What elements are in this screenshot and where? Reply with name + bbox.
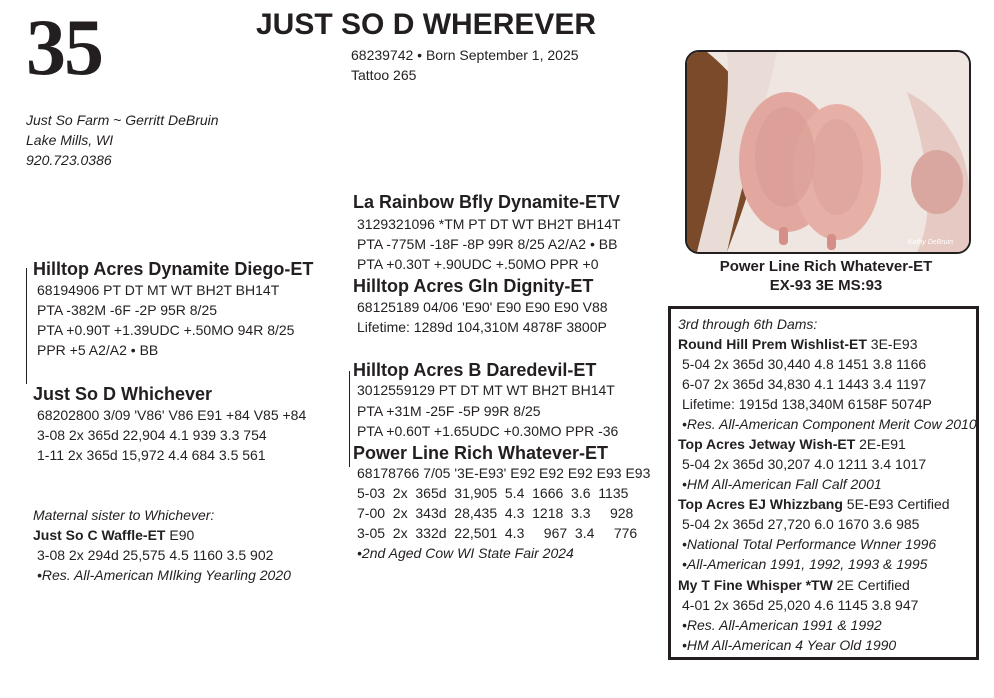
- dam-line: 68202800 3/09 'V86' V86 E91 +84 V85 +84: [37, 407, 307, 423]
- sire-dam-line: Lifetime: 1289d 104,310M 4878F 3800P: [357, 319, 607, 335]
- dam-6-score: 2E Certified: [832, 577, 910, 593]
- sire-dam-name: Hilltop Acres Gln Dignity-ET: [353, 276, 594, 296]
- photo-caption-name: Power Line Rich Whatever-ET: [719, 258, 933, 275]
- dam-5-score: 5E-E93 Certified: [842, 496, 950, 512]
- cow-photo: [685, 50, 971, 254]
- registration-line: 68239742 • Born September 1, 2025: [351, 47, 579, 63]
- lot-number: 35: [26, 4, 102, 92]
- photo-caption-score: EX-93 3E MS:93: [769, 277, 883, 294]
- photo-caption: [669, 257, 983, 295]
- sire-sire-line: PTA +0.30T +.90UDC +.50MO PPR +0: [357, 256, 599, 272]
- maternal-sister-heading: Maternal sister to Whichever:: [33, 507, 215, 523]
- dam-3-name: Round Hill Prem Wishlist-ET: [678, 336, 867, 352]
- dams-box-heading: 3rd through 6th Dams:: [678, 316, 818, 332]
- dam-6-title: [678, 575, 910, 596]
- sire-line: PTA +0.90T +1.39UDC +.50MO 94R 8/25: [37, 322, 295, 338]
- dam-3-record: Lifetime: 1915d 138,340M 6158F 5074P: [682, 396, 932, 412]
- consignor-location: Lake Mills, WI: [26, 132, 114, 148]
- consignor-phone: 920.723.0386: [26, 152, 112, 168]
- dam-name: Just So D Whichever: [33, 384, 213, 404]
- udder-illustration: [687, 52, 969, 252]
- sire-sire-line: 3129321096 *TM PT DT WT BH2T BH14T: [357, 216, 621, 232]
- maternal-sister-score: E90: [165, 527, 195, 543]
- tattoo-line: Tattoo 265: [351, 67, 417, 83]
- dam-sire-line: PTA +0.60T +1.65UDC +0.30MO PPR -36: [357, 423, 619, 439]
- dam-3-record: 5-04 2x 365d 30,440 4.8 1451 3.8 1166: [682, 356, 927, 372]
- dam-dam-line: 68178766 7/05 '3E-E93' E92 E92 E92 E93 E93: [357, 465, 651, 481]
- dam-4-record: 5-04 2x 365d 30,207 4.0 1211 3.4 1017: [682, 456, 927, 472]
- dam-3-title: [678, 334, 917, 355]
- dam-6-record: 4-01 2x 365d 25,020 4.6 1145 3.8 947: [682, 597, 919, 613]
- dam-dam-line: 7-00 2x 343d 28,435 4.3 1218 3.3 928: [357, 505, 634, 521]
- dam-6-note: •HM All-American 4 Year Old 1990: [682, 637, 897, 653]
- dam-line: 3-08 2x 365d 22,904 4.1 939 3.3 754: [37, 427, 267, 443]
- dam-4-name: Top Acres Jetway Wish-ET: [678, 436, 856, 452]
- dam-sire-bracket-line: [349, 371, 350, 467]
- dam-sire-name: Hilltop Acres B Daredevil-ET: [353, 360, 597, 380]
- sire-bracket-line: [26, 268, 27, 384]
- sire-line: PPR +5 A2/A2 • BB: [37, 342, 159, 358]
- sire-name: Hilltop Acres Dynamite Diego-ET: [33, 259, 314, 279]
- dam-5-note: •All-American 1991, 1992, 1993 & 1995: [682, 556, 928, 572]
- dam-5-name: Top Acres EJ Whizzbang: [678, 496, 843, 512]
- dam-sire-line: PTA +31M -25F -5P 99R 8/25: [357, 403, 541, 419]
- dam-dam-name: Power Line Rich Whatever-ET: [353, 443, 609, 463]
- dam-4-note: •HM All-American Fall Calf 2001: [682, 476, 882, 492]
- dam-3-note: •Res. All-American Component Merit Cow 2010: [682, 416, 977, 432]
- dam-3-score: 3E-E93: [866, 336, 918, 352]
- sire-line: 68194906 PT DT MT WT BH2T BH14T: [37, 282, 280, 298]
- dam-6-name: My T Fine Whisper *TW: [678, 577, 833, 593]
- dam-dam-line: 3-05 2x 332d 22,501 4.3 967 3.4 776: [357, 525, 638, 541]
- photographer-signature: Kathy DeBruin: [907, 239, 953, 246]
- sire-sire-line: PTA -775M -18F -8P 99R 8/25 A2/A2 • BB: [357, 236, 618, 252]
- dam-5-note: •National Total Performance Wnner 1996: [682, 536, 937, 552]
- dam-sire-line: 3012559129 PT DT MT WT BH2T BH14T: [357, 382, 615, 398]
- ancestor-dams-box: [668, 306, 979, 660]
- dam-4-title: [678, 434, 906, 455]
- dam-5-title: [678, 494, 950, 515]
- dam-3-record: 6-07 2x 365d 34,830 4.1 1443 3.4 1197: [682, 376, 927, 392]
- dam-5-record: 5-04 2x 365d 27,720 6.0 1670 3.6 985: [682, 516, 920, 532]
- animal-title: JUST SO D WHEREVER: [256, 8, 597, 41]
- maternal-sister-title: [33, 525, 194, 546]
- dam-dam-note: •2nd Aged Cow WI State Fair 2024: [357, 545, 574, 561]
- dam-dam-line: 5-03 2x 365d 31,905 5.4 1666 3.6 1135: [357, 485, 629, 501]
- maternal-sister-record: 3-08 2x 294d 25,575 4.5 1160 3.5 902: [37, 547, 274, 563]
- dam-4-score: 2E-E91: [855, 436, 906, 452]
- sire-sire-name: La Rainbow Bfly Dynamite-ETV: [353, 192, 621, 212]
- maternal-sister-note: •Res. All-American MIlking Yearling 2020: [37, 567, 291, 583]
- consignor-farm: Just So Farm ~ Gerritt DeBruin: [26, 112, 219, 128]
- sire-dam-line: 68125189 04/06 'E90' E90 E90 E90 V88: [357, 299, 608, 315]
- maternal-sister-name: Just So C Waffle-ET: [33, 527, 166, 543]
- dam-line: 1-11 2x 365d 15,972 4.4 684 3.5 561: [37, 447, 266, 463]
- sire-line: PTA -382M -6F -2P 95R 8/25: [37, 302, 218, 318]
- dam-6-note: •Res. All-American 1991 & 1992: [682, 617, 882, 633]
